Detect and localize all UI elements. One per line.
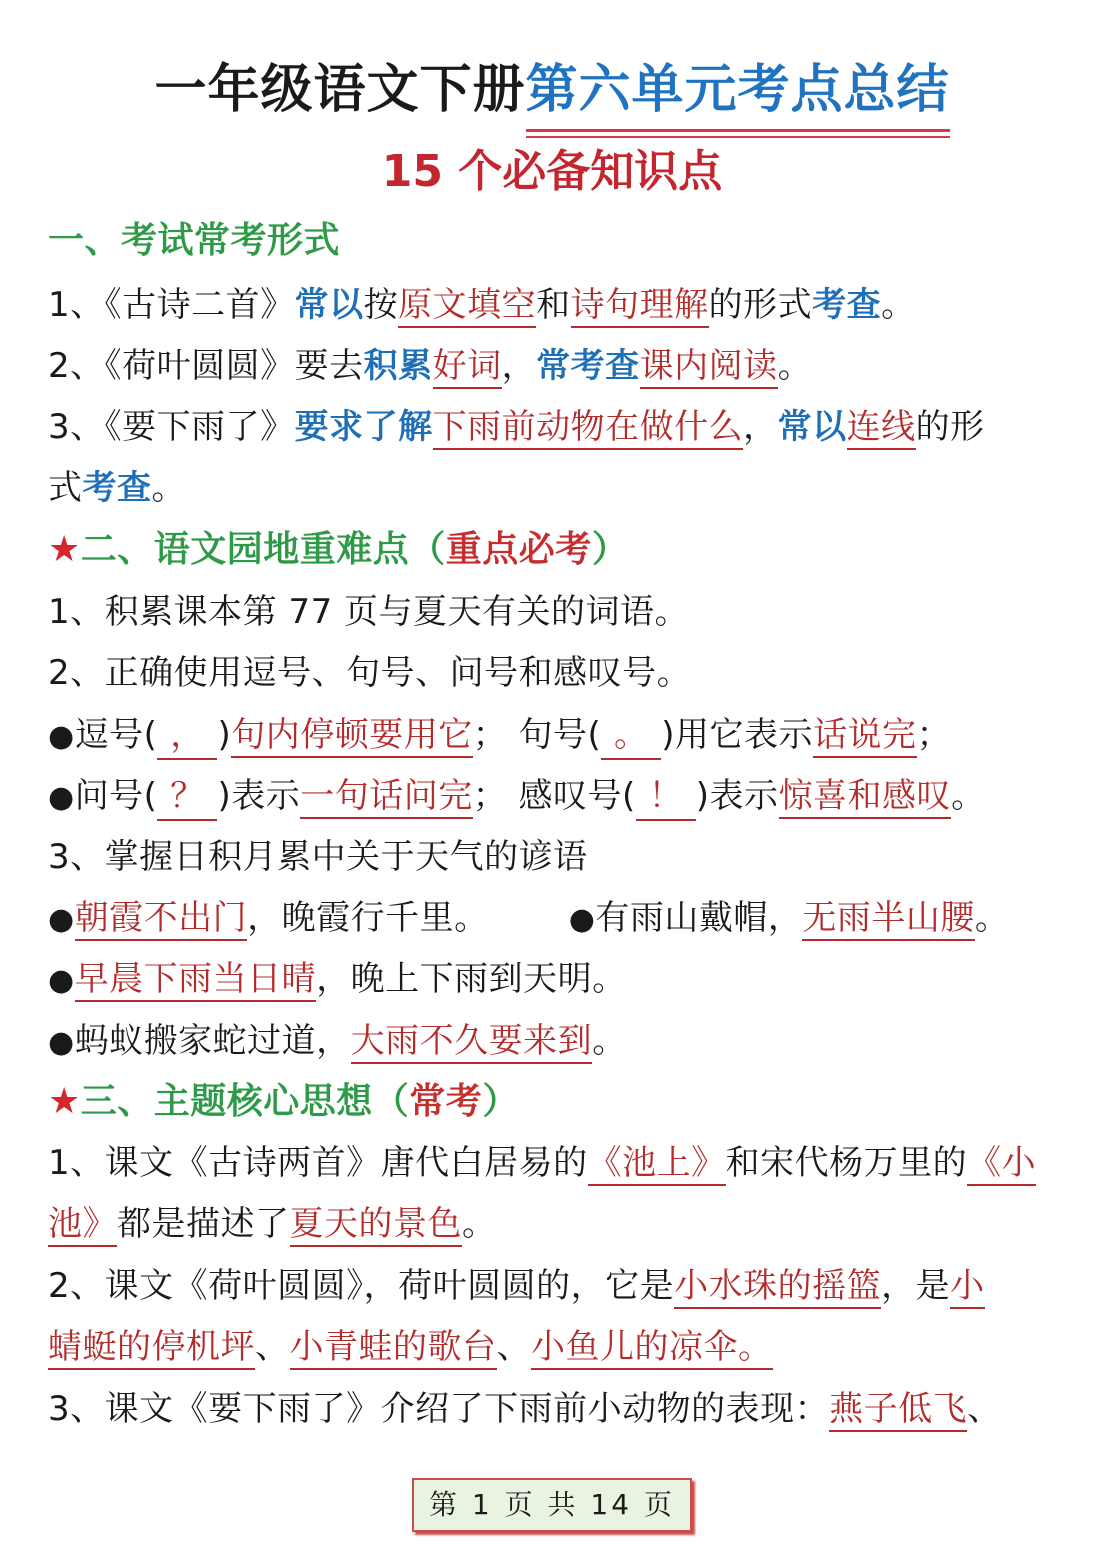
page-title bbox=[0, 55, 1104, 132]
bullet-icon: ● bbox=[568, 902, 596, 937]
title-black: 一年级语文下册 bbox=[154, 60, 526, 120]
text: ） bbox=[591, 529, 629, 570]
s2-punct-2 bbox=[48, 773, 1058, 821]
text: 1、《古诗二首》 bbox=[48, 285, 295, 325]
text: 2、课文《荷叶圆圆》，荷叶圆圆的，它是 bbox=[48, 1266, 675, 1306]
text: 都是描述了 bbox=[117, 1204, 290, 1244]
s2-punct-1 bbox=[48, 712, 1058, 760]
answer: 燕子低飞 bbox=[829, 1389, 967, 1432]
answer: 连线 bbox=[847, 407, 916, 450]
answer: ？ bbox=[157, 773, 217, 821]
text: 3、《要下雨了》 bbox=[48, 407, 295, 447]
answer: 下雨前动物在做什么 bbox=[433, 407, 744, 450]
text: ，晚霞行千里。 bbox=[247, 898, 489, 938]
text: ， bbox=[501, 346, 537, 386]
text: 。 bbox=[881, 285, 916, 325]
answer: 早晨下雨当日晴 bbox=[75, 959, 317, 1002]
text: 和 bbox=[536, 285, 571, 325]
s3-item-2 bbox=[48, 1263, 1058, 1309]
text: 。 bbox=[777, 346, 813, 386]
text: 。 bbox=[151, 468, 186, 508]
text: ，是 bbox=[881, 1266, 951, 1306]
text: 要求了解 bbox=[294, 407, 433, 447]
text: ； bbox=[916, 715, 952, 755]
answer: ， bbox=[157, 712, 217, 760]
text: 的形式 bbox=[708, 285, 813, 325]
s2-proverb-3 bbox=[48, 1018, 1058, 1066]
answer: 大雨不久要来到 bbox=[351, 1021, 593, 1064]
s3-item-1-cont bbox=[48, 1201, 1058, 1247]
text: 常考查 bbox=[536, 346, 640, 386]
text: 。 bbox=[462, 1204, 497, 1244]
text: 3、课文《要下雨了》介绍了下雨前小动物的表现： bbox=[48, 1389, 830, 1429]
text: 和宋代杨万里的 bbox=[725, 1143, 968, 1183]
text: 按 bbox=[363, 285, 399, 325]
text: 蚂蚁搬家蛇过道， bbox=[74, 1021, 351, 1061]
text: 二、语文园地重难点（ bbox=[80, 529, 446, 570]
answer: 原文填空 bbox=[398, 285, 536, 328]
text: )表示 bbox=[695, 776, 779, 816]
text: 式 bbox=[48, 468, 83, 508]
text: ； 句号( bbox=[472, 715, 602, 755]
text: ) bbox=[217, 715, 232, 755]
answer: 诗句理解 bbox=[571, 285, 709, 328]
s2-item-2: 2、正确使用逗号、句号、问号和感叹号。 bbox=[48, 653, 692, 693]
answer: 《池上》 bbox=[588, 1143, 726, 1186]
s3-item-3 bbox=[48, 1386, 1058, 1432]
answer: 好词 bbox=[433, 346, 502, 389]
bullet-icon: ● bbox=[48, 963, 75, 998]
s3-item-2-cont bbox=[48, 1324, 1058, 1370]
text: 逗号( bbox=[74, 715, 158, 755]
answer: 蜻蜓的停机坪 bbox=[48, 1327, 255, 1370]
text: )表示 bbox=[217, 776, 301, 816]
s2-proverb-1 bbox=[48, 895, 1058, 943]
s2-proverb-2 bbox=[48, 956, 1058, 1004]
section-3-heading bbox=[48, 1079, 1058, 1125]
answer: 无雨半山腰 bbox=[802, 898, 975, 941]
text: 常考 bbox=[409, 1081, 483, 1122]
answer: 课内阅读 bbox=[640, 346, 778, 389]
bullet-icon: ● bbox=[48, 780, 75, 815]
text: 有雨山戴帽， bbox=[595, 898, 803, 938]
text: 考查 bbox=[82, 468, 152, 508]
text: ） bbox=[482, 1081, 519, 1122]
answer: 。 bbox=[601, 712, 661, 760]
text: 常以 bbox=[777, 407, 847, 447]
bullet-icon: ● bbox=[48, 1025, 75, 1060]
answer: 朝霞不出门 bbox=[75, 898, 248, 941]
text: 积累 bbox=[363, 346, 433, 386]
text: 考查 bbox=[812, 285, 882, 325]
answer: 小 bbox=[950, 1266, 985, 1309]
text: 。 bbox=[592, 1021, 627, 1061]
s1-item-3 bbox=[48, 404, 1058, 450]
text: ， bbox=[743, 407, 778, 447]
s2-item-1: 1、积累课本第 77 页与夏天有关的词语。 bbox=[48, 592, 690, 632]
text: 重点必考 bbox=[445, 529, 592, 570]
text: 问号( bbox=[74, 776, 158, 816]
text: 。 bbox=[951, 776, 986, 816]
answer: 小水珠的摇篮 bbox=[674, 1266, 881, 1309]
s1-item-3-cont bbox=[48, 465, 1058, 511]
answer: ！ bbox=[636, 773, 696, 821]
bullet-icon: ● bbox=[48, 719, 75, 754]
text: 的形 bbox=[915, 407, 985, 447]
text: 1、课文《古诗两首》唐代白居易的 bbox=[48, 1143, 588, 1183]
title-blue: 第六单元考点总结 bbox=[526, 55, 950, 132]
s2-item-3: 3、掌握日积月累中关于天气的谚语 bbox=[48, 837, 588, 877]
answer: 惊喜和感叹 bbox=[779, 776, 952, 819]
answer: 一句话问完 bbox=[300, 776, 473, 819]
answer: 句内停顿要用它 bbox=[231, 715, 473, 758]
page-number-footer: 第 1 页 共 14 页 bbox=[412, 1478, 692, 1532]
star-icon: ★ bbox=[48, 529, 81, 570]
page-subtitle: 15 个必备知识点 bbox=[381, 146, 723, 197]
text: 、 bbox=[967, 1389, 1002, 1429]
text: 三、主题核心思想（ bbox=[80, 1081, 410, 1122]
text: 常以 bbox=[294, 285, 364, 325]
s3-item-1 bbox=[48, 1140, 1058, 1186]
answer: 夏天的景色 bbox=[290, 1204, 463, 1247]
answer: 《小 bbox=[967, 1143, 1036, 1186]
answer: 小鱼儿的凉伞。 bbox=[531, 1327, 773, 1370]
section-2-heading bbox=[48, 527, 1058, 573]
text: 。 bbox=[974, 898, 1010, 938]
star-icon: ★ bbox=[48, 1081, 81, 1122]
section-1-heading: 一、考试常考形式 bbox=[48, 220, 341, 261]
text: )用它表示 bbox=[661, 715, 814, 755]
text: 、 bbox=[496, 1327, 531, 1367]
answer: 话说完 bbox=[813, 715, 917, 758]
bullet-icon: ● bbox=[48, 902, 75, 937]
s1-item-1 bbox=[48, 282, 1058, 328]
s1-item-2 bbox=[48, 343, 1058, 389]
text: ，晚上下雨到天明。 bbox=[316, 959, 627, 999]
text: 2、《荷叶圆圆》要去 bbox=[48, 346, 364, 386]
answer: 池》 bbox=[48, 1204, 117, 1247]
answer: 小青蛙的歌台 bbox=[290, 1327, 497, 1370]
text: ； 感叹号( bbox=[472, 776, 636, 816]
text: 、 bbox=[255, 1327, 290, 1367]
